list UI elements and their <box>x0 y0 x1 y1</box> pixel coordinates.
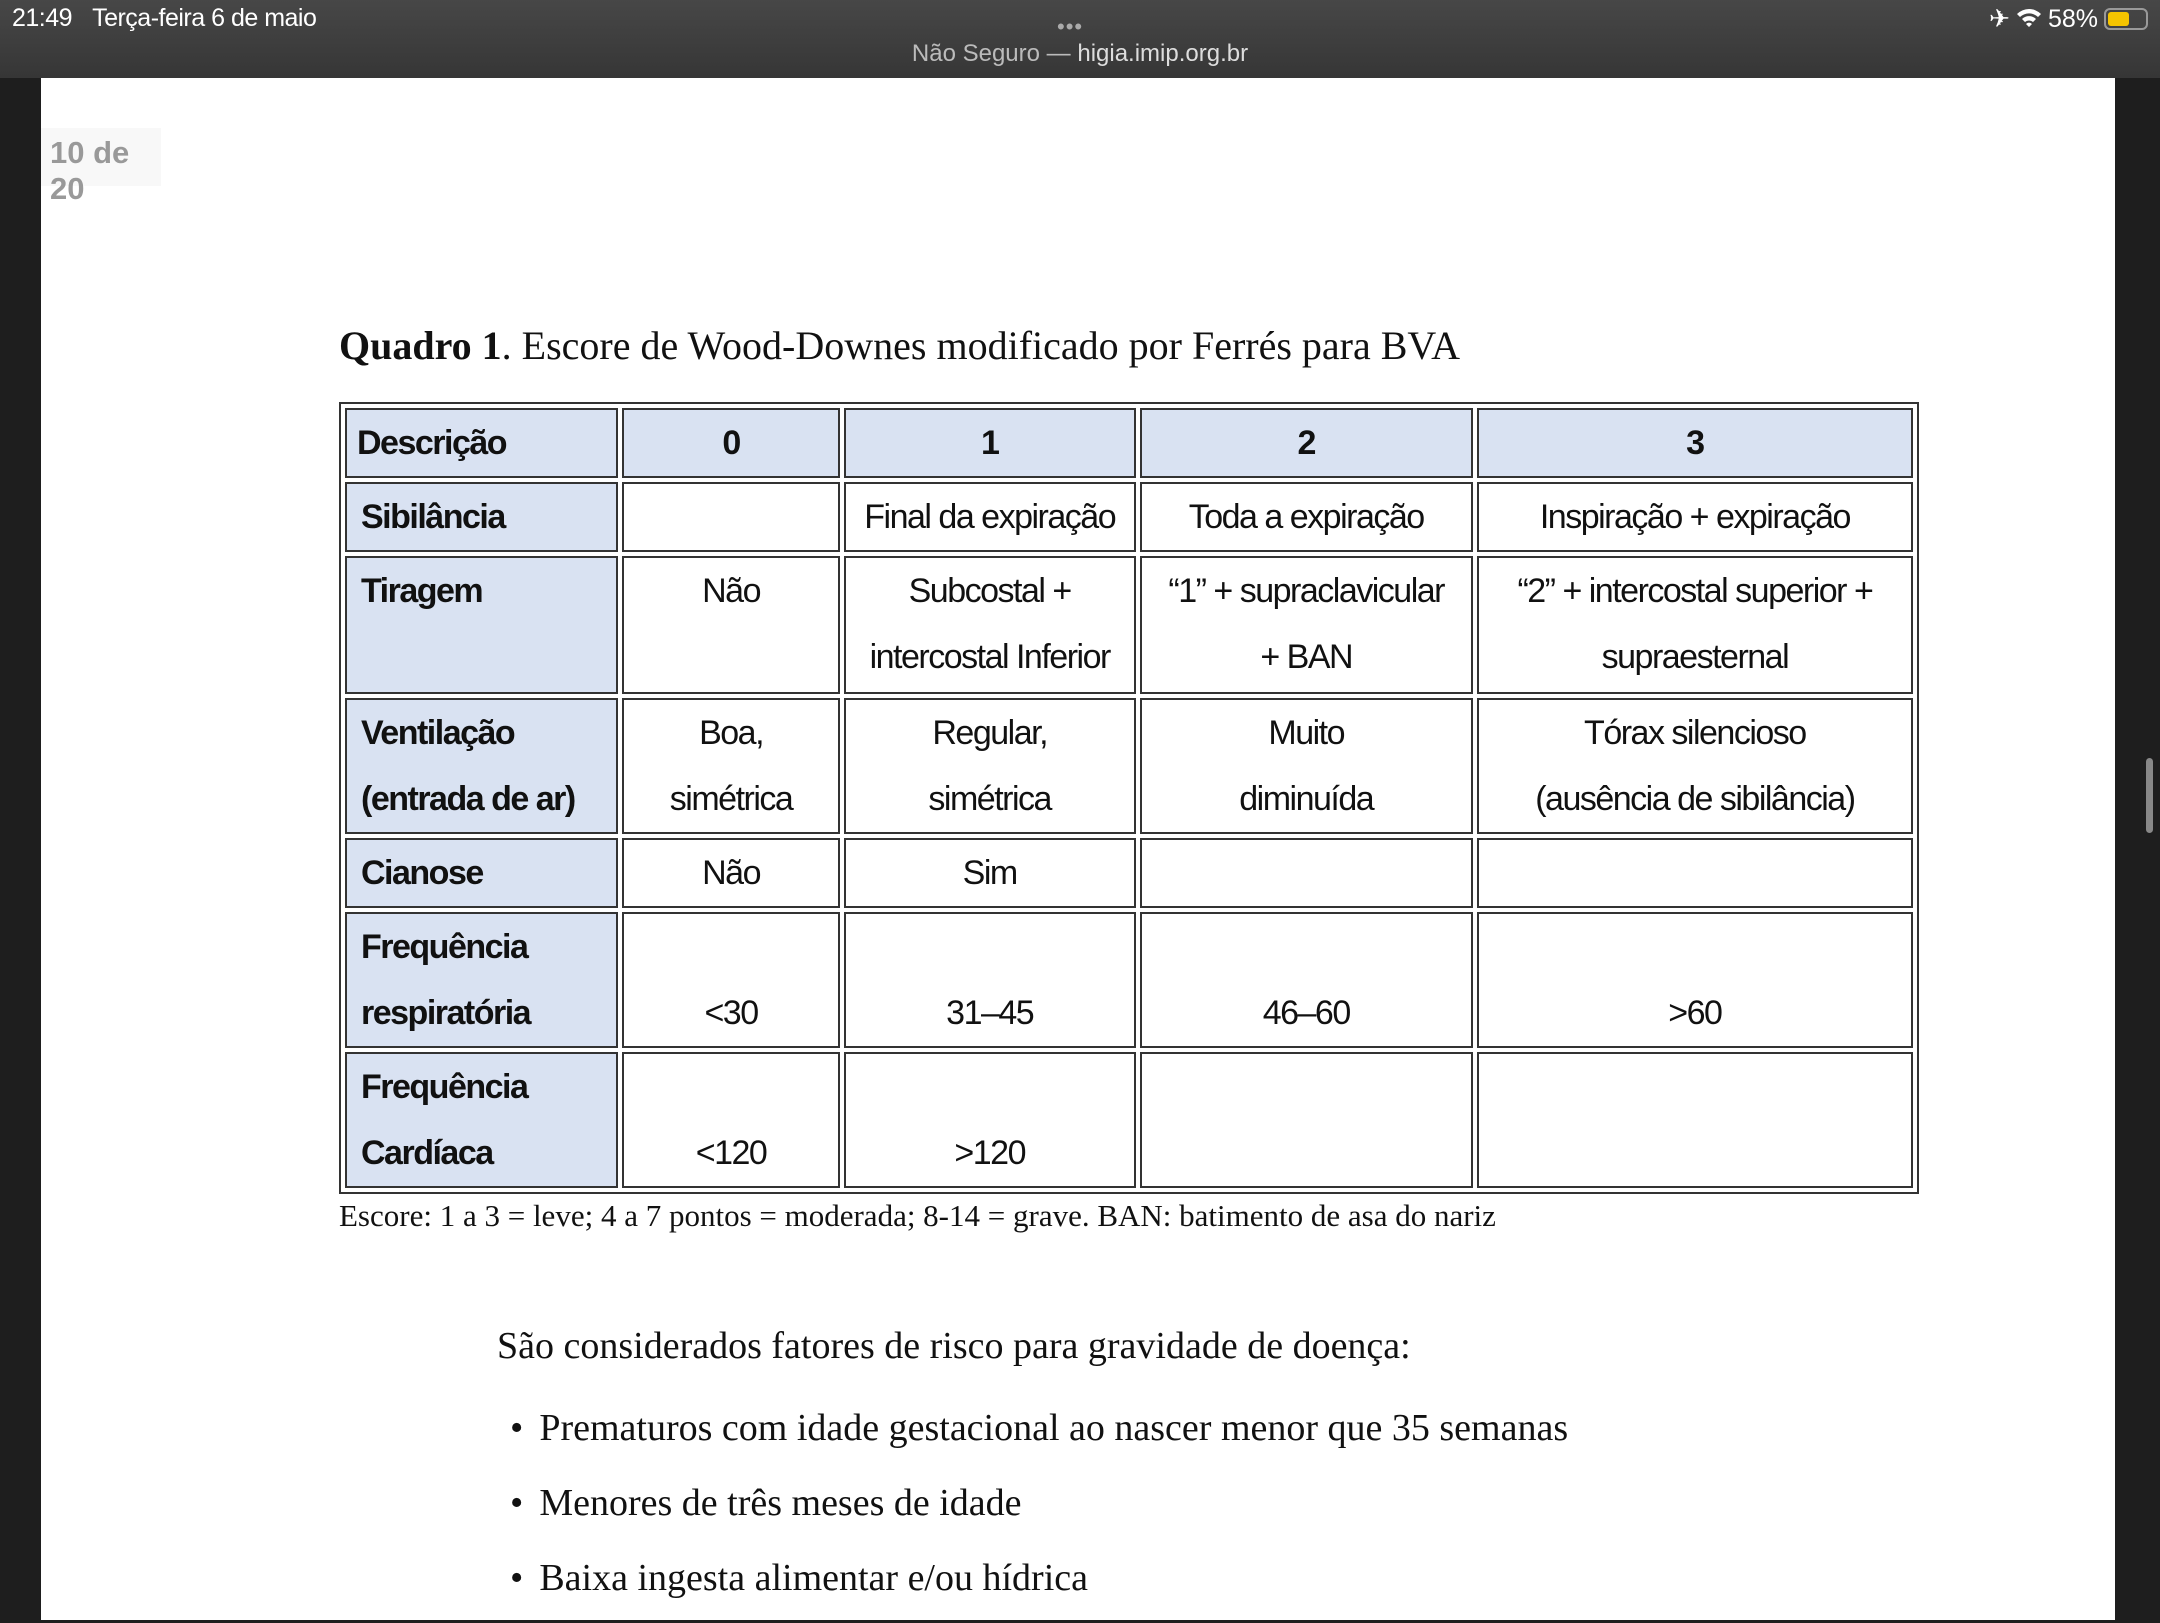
table-row <box>345 556 1913 694</box>
column-header: 3 <box>1477 408 1913 478</box>
battery-percent: 58% <box>2047 4 2098 33</box>
table-cell <box>844 1052 1136 1188</box>
cell-line: Tórax silencioso <box>1584 714 1806 752</box>
cell-line: Muito <box>1268 714 1345 752</box>
cell-line: diminuída <box>1239 780 1374 818</box>
table-cell <box>1140 1052 1473 1188</box>
table-cell <box>844 838 1136 908</box>
table-cell <box>1140 838 1473 908</box>
cell-line: Boa, <box>699 714 764 752</box>
cell-line: 31–45 <box>946 994 1034 1032</box>
table-row <box>345 698 1913 834</box>
cell-line: simétrica <box>928 780 1051 818</box>
row-label-line: (entrada de ar) <box>361 780 575 818</box>
table-cell <box>622 482 839 552</box>
table-cell <box>1477 838 1913 908</box>
cell-line: <120 <box>695 1134 767 1172</box>
multitasking-dots-icon[interactable]: ••• <box>1057 14 1084 39</box>
cell-line: Inspiração + expiração <box>1539 498 1850 536</box>
cell-line: (ausência de sibilância) <box>1535 780 1855 818</box>
list-item: • Menores de três meses de idade <box>510 1473 1568 1548</box>
risk-factors-list <box>510 1398 1568 1623</box>
cell-line: >60 <box>1668 994 1722 1032</box>
row-label <box>345 556 618 694</box>
page-indicator: 10 de 20 <box>41 128 161 186</box>
table-cell <box>1140 556 1473 694</box>
row-label <box>345 482 618 552</box>
row-label <box>345 1052 618 1188</box>
battery-icon <box>2104 8 2148 30</box>
cell-line: intercostal Inferior <box>869 638 1110 676</box>
row-label-line: Tiragem <box>361 572 483 610</box>
table-cell <box>622 1052 839 1188</box>
table-cell <box>844 698 1136 834</box>
table-row <box>345 912 1913 1048</box>
cell-line: “1” + supraclavicular <box>1168 572 1444 610</box>
security-label: Não Seguro — <box>911 40 1071 67</box>
column-header: 2 <box>1140 408 1473 478</box>
battery-fill <box>2108 12 2129 26</box>
url-host: higia.imip.org.br <box>1077 40 1249 67</box>
table-cell <box>844 556 1136 694</box>
cell-line: Não <box>702 854 760 892</box>
table-cell <box>622 912 839 1048</box>
status-icons <box>1989 4 2148 34</box>
time: 21:49 <box>12 4 73 32</box>
row-label-line: Cianose <box>361 854 483 892</box>
row-label <box>345 912 618 1048</box>
table-header-row <box>345 408 1913 478</box>
table-cell <box>622 556 839 694</box>
list-item: • Baixa ingesta alimentar e/ou hídrica <box>510 1548 1568 1623</box>
table-cell <box>1477 482 1913 552</box>
table-title <box>339 322 1460 369</box>
table-cell <box>1477 556 1913 694</box>
row-label-line: Cardíaca <box>361 1134 493 1172</box>
cell-line: simétrica <box>669 780 793 818</box>
cell-line: Não <box>702 572 760 610</box>
cell-line: Final da expiração <box>864 498 1116 536</box>
table-cell <box>622 838 839 908</box>
cell-line: Sim <box>962 854 1017 892</box>
table-row <box>345 1052 1913 1188</box>
table-footnote: Escore: 1 a 3 = leve; 4 a 7 pontos = moderada; 8-14 = grave. BAN: batimento de asa do nariz <box>339 1198 1496 1233</box>
cell-line: “2” + intercostal superior + <box>1517 572 1873 610</box>
table-cell <box>1140 482 1473 552</box>
risk-factors-intro: São considerados fatores de risco para gravidade de doença: <box>497 1325 1411 1367</box>
title-bold: Quadro 1 <box>339 323 502 368</box>
cell-line: Subcostal + <box>908 572 1071 610</box>
row-label-line: Frequência <box>361 1068 528 1106</box>
table-cell <box>1140 912 1473 1048</box>
column-header: 0 <box>622 408 839 478</box>
table-cell <box>1477 912 1913 1048</box>
cell-line: <30 <box>704 994 758 1032</box>
table-cell <box>1477 1052 1913 1188</box>
status-bar <box>0 0 2160 78</box>
cell-line: >120 <box>954 1134 1025 1172</box>
column-header: Descrição <box>345 408 618 478</box>
column-header: 1 <box>844 408 1136 478</box>
table-cell <box>622 698 839 834</box>
row-label <box>345 698 618 834</box>
row-label-line: respiratória <box>361 994 531 1032</box>
title-rest: . Escore de Wood-Downes modificado por Ferrés para BVA <box>501 323 1461 368</box>
date: Terça-feira 6 de maio <box>92 4 317 32</box>
table-cell <box>1140 698 1473 834</box>
scrollbar[interactable] <box>2146 758 2153 833</box>
table-row <box>345 482 1913 552</box>
table-row <box>345 838 1913 908</box>
cell-line: Toda a expiração <box>1188 498 1424 536</box>
cell-line: 46–60 <box>1262 994 1350 1032</box>
list-item: • Prematuros com idade gestacional ao nascer menor que 35 semanas <box>510 1398 1568 1473</box>
cell-line: + BAN <box>1260 638 1353 676</box>
url-bar[interactable] <box>0 40 2160 68</box>
wood-downes-table <box>339 402 1919 1194</box>
clock <box>12 4 316 33</box>
row-label-line: Ventilação <box>361 714 515 752</box>
table-cell <box>1477 698 1913 834</box>
wifi-icon <box>2016 5 2042 34</box>
cell-line: Regular, <box>932 714 1048 752</box>
row-label-line: Frequência <box>361 928 528 966</box>
table-cell <box>844 482 1136 552</box>
cell-line: supraesternal <box>1601 638 1789 676</box>
airplane-icon: ✈ <box>1989 5 2010 33</box>
row-label-line: Sibilância <box>361 498 505 536</box>
row-label <box>345 838 618 908</box>
table-cell <box>844 912 1136 1048</box>
